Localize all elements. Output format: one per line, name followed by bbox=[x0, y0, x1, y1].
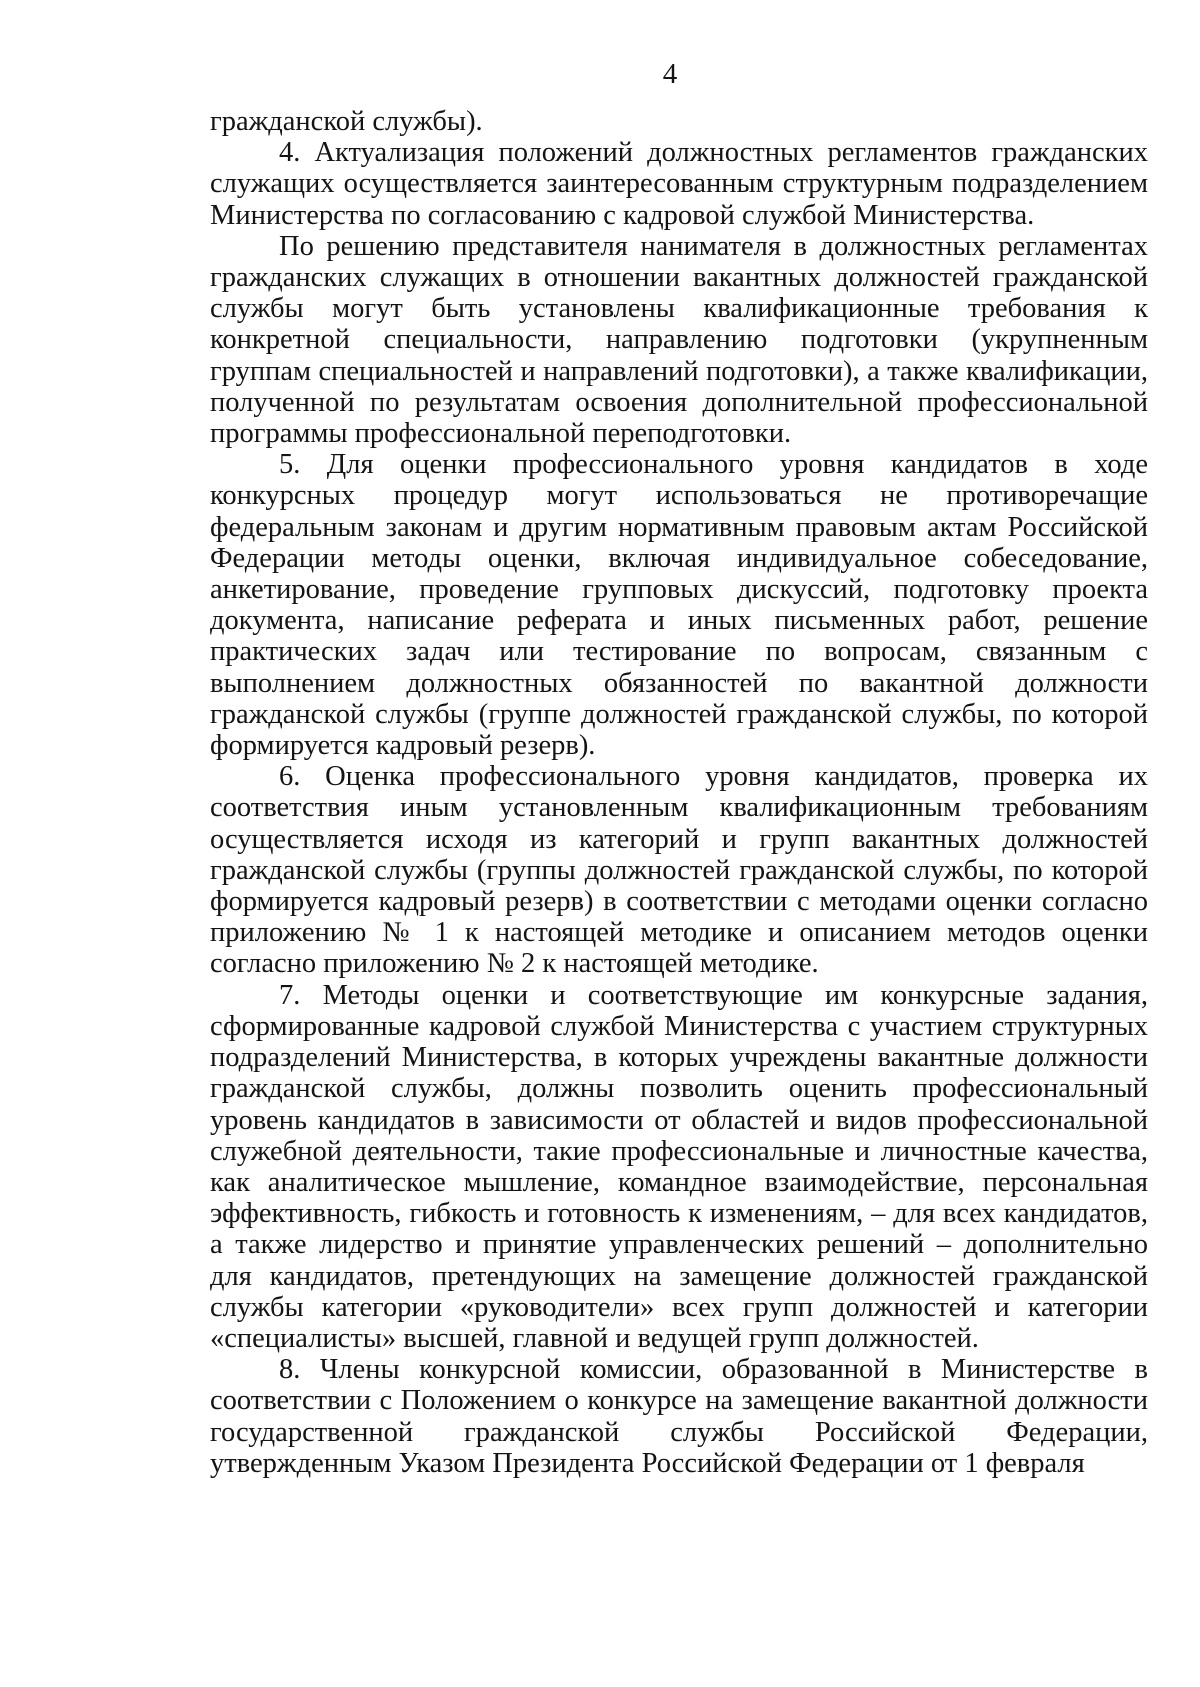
paragraph-item-4: 4. Актуализация положений должностных регламентов гражданских служащих осуществляется заинтересованным структурным подразделением Министерства по согласованию с кадровой службой Министерства. bbox=[210, 137, 1148, 231]
paragraph-item-7: 7. Методы оценки и соответствующие им конкурсные задания, сформированные кадровой службой Министерства с участием структурных подразделений Министерства, в которых учреждены вакантные должности гражданской службы, должны позволить оценить профессиональный уровень кандидатов в зависимости от областей и видов профессиональной служебной деятельности, такие профессиональные и личностные качества, как аналитическое мышление, командное взаимодействие, персональная эффективность, гибкость и готовность к изменениям, – для всех кандидатов, а также лидерство и принятие управленческих решений – дополнительно для кандидатов, претендующих на замещение должностей гражданской службы категории «руководители» всех групп должностей и категории «специалисты» высшей, главной и ведущей групп должностей. bbox=[210, 979, 1148, 1354]
document-body bbox=[210, 106, 1148, 1479]
page-number: 4 bbox=[662, 58, 678, 90]
paragraph-item-5: 5. Для оценки профессионального уровня кандидатов в ходе конкурсных процедур могут использоваться не противоречащие федеральным законам и другим нормативным правовым актам Российской Федерации методы оценки, включая индивидуальное собеседование, анкетирование, проведение групповых дискуссий, подготовку проекта документа, написание реферата и иных письменных работ, решение практических задач или тестирование по вопросам, связанным с выполнением должностных обязанностей по вакантной должности гражданской службы (группе должностей гражданской службы, по которой формируется кадровый резерв). bbox=[210, 449, 1148, 762]
paragraph-item-6: 6. Оценка профессионального уровня кандидатов, проверка их соответствия иным установленным квалификационным требованиям осуществляется исходя из категорий и групп вакантных должностей гражданской службы (группы должностей гражданской службы, по которой формируется кадровый резерв) в соответствии с методами оценки согласно приложению № 1 к настоящей методике и описанием методов оценки согласно приложению № 2 к настоящей методике. bbox=[210, 761, 1148, 980]
paragraph-employer-decision: По решению представителя нанимателя в должностных регламентах гражданских служащих в отношении вакантных должностей гражданской службы могут быть установлены квалификационные требования к конкретной специальности, направлению подготовки (укрупненным группам специальностей и направлений подготовки), а также квалификации, полученной по результатам освоения дополнительной профессиональной программы профессиональной переподготовки. bbox=[210, 230, 1148, 450]
paragraph-item-8: 8. Члены конкурсной комиссии, образованной в Министерстве в соответствии с Положением о конкурсе на замещение вакантной должности государственной гражданской службы Российской Федерации, утвержденным Указом Президента Российской Федерации от 1 февраля bbox=[210, 1354, 1148, 1479]
paragraph-continuation: гражданской службы). bbox=[210, 106, 483, 137]
